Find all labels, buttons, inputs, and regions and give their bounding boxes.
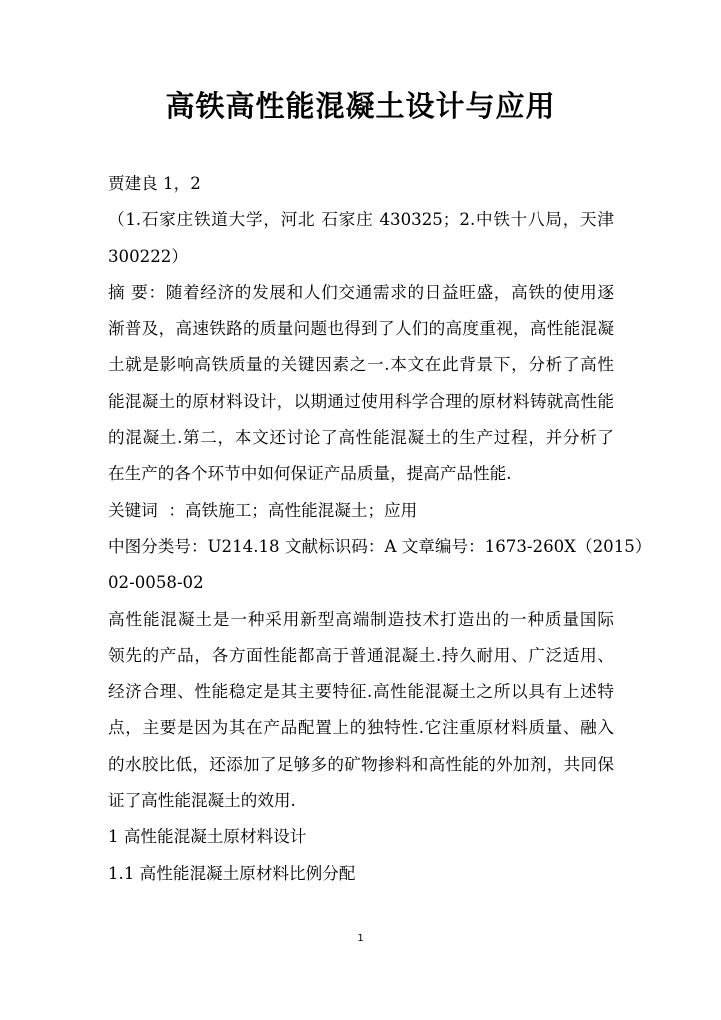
intro-paragraph-line: 高性能混凝土是一种采用新型高端制造技术打造出的一种质量国际 xyxy=(108,609,614,629)
abstract-line: 摘 要：随着经济的发展和人们交通需求的日益旺盛，高铁的使用逐 xyxy=(108,282,614,302)
subsection-heading: 1.1 高性能混凝土原材料比例分配 xyxy=(108,863,356,883)
document-title: 高铁高性能混凝土设计与应用 xyxy=(165,89,556,123)
keywords-line: 关键词 ：高铁施工；高性能混凝土；应用 xyxy=(108,500,418,520)
page-number: 1 xyxy=(357,933,364,944)
intro-paragraph-line: 的水胶比低，还添加了足够多的矿物掺料和高性能的外加剂，共同保 xyxy=(108,754,614,774)
intro-paragraph-line: 点，主要是因为其在产品配置上的独特性.它注重原材料质量、融入 xyxy=(108,718,614,738)
intro-paragraph-line: 经济合理、性能稳定是其主要特征.高性能混凝土之所以具有上述特 xyxy=(108,682,614,702)
classification-line: 02-0058-02 xyxy=(108,573,204,593)
classification-line: 中图分类号：U214.18 文献标识码：A 文章编号：1673-260X（2015） xyxy=(108,536,652,556)
abstract-line: 在生产的各个环节中如何保证产品质量，提高产品性能. xyxy=(108,464,512,484)
abstract-line: 的混凝土.第二，本文还讨论了高性能混凝土的生产过程，并分析了 xyxy=(108,428,614,448)
author-line: 贾建良 1，2 xyxy=(108,174,201,193)
affiliation-line: （1.石家庄铁道大学，河北 石家庄 430325；2.中铁十八局，天津 xyxy=(108,210,614,230)
intro-paragraph-line: 证了高性能混凝土的效用. xyxy=(108,791,296,811)
section-heading: 1 高性能混凝土原材料设计 xyxy=(108,827,307,847)
abstract-line: 渐普及，高速铁路的质量问题也得到了人们的高度重视，高性能混凝 xyxy=(108,319,614,339)
intro-paragraph-line: 领先的产品，各方面性能都高于普通混凝土.持久耐用、广泛适用、 xyxy=(108,645,614,665)
document-body xyxy=(108,166,652,892)
abstract-line: 能混凝土的原材料设计，以期通过使用科学合理的原材料铸就高性能 xyxy=(108,391,614,411)
abstract-line: 土就是影响高铁质量的关键因素之一.本文在此背景下，分析了高性 xyxy=(108,355,614,375)
affiliation-line: 300222） xyxy=(108,246,188,266)
